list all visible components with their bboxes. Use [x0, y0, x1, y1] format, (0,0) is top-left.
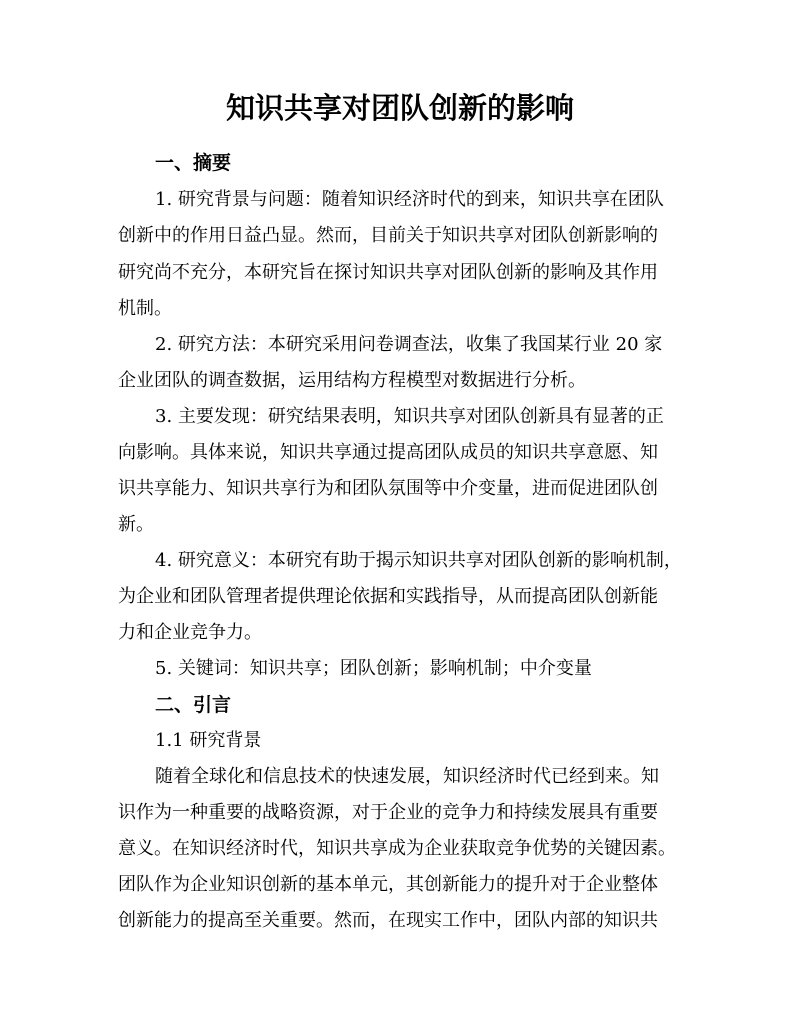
- intro-p1-line: 团队作为企业知识创新的基本单元，其创新能力的提升对于企业整体: [118, 874, 658, 895]
- intro-p1-line: 意义。在知识经济时代，知识共享成为企业获取竞争优势的关键因素。: [118, 838, 676, 859]
- abstract-p3-line: 新。: [118, 514, 154, 535]
- abstract-p3-line: 向影响。具体来说，知识共享通过提高团队成员的知识共享意愿、知: [118, 442, 658, 463]
- abstract-p4-line: 为企业和团队管理者提供理论依据和实践指导，从而提高团队创新能: [118, 586, 658, 607]
- intro-p1-line: 创新能力的提高至关重要。然而，在现实工作中，团队内部的知识共: [118, 910, 658, 931]
- intro-p1-line: 识作为一种重要的战略资源，对于企业的竞争力和持续发展具有重要: [118, 802, 658, 823]
- abstract-p1-line: 机制。: [118, 298, 172, 319]
- abstract-heading: 一、摘要: [155, 152, 232, 174]
- abstract-p3-line: 3. 主要发现：研究结果表明，知识共享对团队创新具有显著的正: [155, 406, 664, 427]
- abstract-p3-line: 识共享能力、知识共享行为和团队氛围等中介变量，进而促进团队创: [118, 478, 658, 499]
- abstract-p1-line: 1. 研究背景与问题：随着知识经济时代的到来，知识共享在团队: [155, 189, 664, 210]
- abstract-p2-line: 企业团队的调查数据，运用结构方程模型对数据进行分析。: [118, 370, 586, 391]
- abstract-p2-line: 2. 研究方法：本研究采用问卷调查法，收集了我国某行业 20 家: [155, 334, 663, 355]
- document-title: 知识共享对团队创新的影响: [225, 91, 574, 125]
- abstract-p4-line: 4. 研究意义：本研究有助于揭示知识共享对团队创新的影响机制，: [155, 550, 682, 571]
- abstract-keywords-line: 5. 关键词：知识共享；团队创新；影响机制；中介变量: [155, 658, 592, 679]
- abstract-p1-line: 创新中的作用日益凸显。然而，目前关于知识共享对团队创新影响的: [118, 225, 658, 246]
- abstract-p4-line: 力和企业竞争力。: [118, 622, 262, 643]
- abstract-p1-line: 研究尚不充分，本研究旨在探讨知识共享对团队创新的影响及其作用: [118, 262, 658, 283]
- intro-subheading: 1.1 研究背景: [155, 730, 262, 751]
- intro-p1-line: 随着全球化和信息技术的快速发展，知识经济时代已经到来。知: [155, 766, 659, 787]
- intro-heading: 二、引言: [155, 694, 232, 716]
